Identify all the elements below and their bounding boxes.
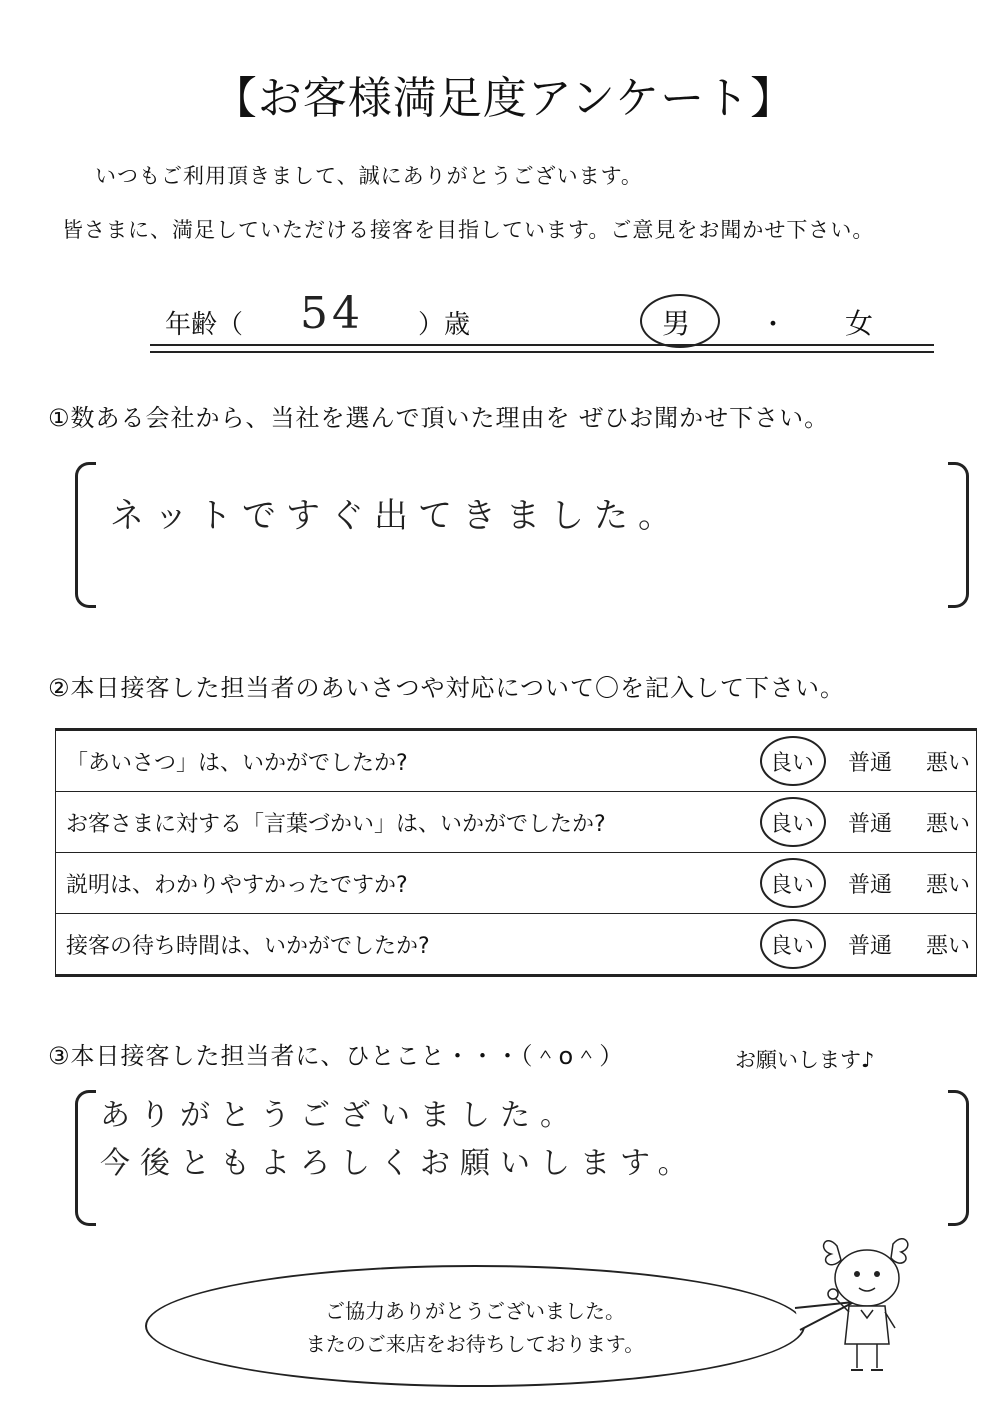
rating-average[interactable]: 普通 — [847, 933, 892, 959]
row-question: 「あいさつ」は、いかがでしたか? — [56, 730, 725, 792]
closing-speech-bubble — [145, 1265, 805, 1387]
q1-answer[interactable]: ネットですぐ出てきました。 — [110, 496, 682, 536]
profile-underline-bottom — [150, 351, 934, 353]
intro-line-2: 皆さまに、満足していただける接客を目指しています。ご意見をお聞かせ下さい。 — [62, 218, 875, 242]
gender-male-option[interactable]: 男 — [662, 307, 691, 340]
intro-line-1: いつもご利用頂きまして、誠にありがとうございます。 — [95, 164, 643, 188]
rating-options — [726, 807, 970, 838]
q3-answer-line-2[interactable]: 今後ともよろしくお願いします。 — [100, 1146, 698, 1181]
q3-question: ③本日接客した担当者に、ひとこと・・・（＾o＾） — [48, 1042, 625, 1070]
q3-left-bracket — [75, 1090, 96, 1226]
rating-bad[interactable]: 悪い — [925, 933, 970, 959]
rating-options — [726, 746, 970, 777]
table-row — [56, 792, 977, 853]
rating-bad[interactable]: 悪い — [925, 872, 970, 898]
rating-good[interactable]: 良い — [770, 746, 814, 777]
survey-title: 【お客様満足度アンケート】 — [212, 73, 796, 124]
q3-note: お願いします♪ — [735, 1048, 875, 1072]
rating-average[interactable]: 普通 — [847, 872, 892, 898]
evaluation-table — [55, 728, 977, 977]
age-suffix: ）歳 — [418, 310, 471, 340]
table-row — [56, 853, 977, 914]
gender-female-option[interactable]: 女 — [845, 307, 874, 340]
q3-right-bracket — [948, 1090, 969, 1226]
q2-question: ②本日接客した担当者のあいさつや対応について〇を記入して下さい。 — [48, 674, 846, 702]
closing-line-2: またのご来店をお待ちしております。 — [305, 1332, 645, 1356]
rating-options — [726, 868, 970, 899]
rating-options — [726, 929, 970, 960]
rating-bad[interactable]: 悪い — [925, 750, 970, 776]
profile-underline-top — [150, 344, 934, 346]
rating-good[interactable]: 良い — [770, 868, 814, 899]
q1-left-bracket — [75, 462, 96, 608]
q1-question: ①数ある会社から、当社を選んで頂いた理由を ぜひお聞かせ下さい。 — [48, 404, 830, 432]
mascot-character-icon — [815, 1228, 925, 1378]
rating-bad[interactable]: 悪い — [925, 811, 970, 837]
row-question: 説明は、わかりやすかったですか? — [56, 853, 725, 914]
rating-good[interactable]: 良い — [770, 929, 814, 960]
rating-average[interactable]: 普通 — [847, 750, 892, 776]
q3-answer-line-1[interactable]: ありがとうございました。 — [100, 1098, 580, 1133]
rating-average[interactable]: 普通 — [847, 811, 892, 837]
table-row — [56, 914, 977, 976]
table-row — [56, 730, 977, 792]
closing-line-1: ご協力ありがとうございました。 — [325, 1299, 625, 1323]
row-question: お客さまに対する「言葉づかい」は、いかがでしたか? — [56, 792, 725, 853]
gender-separator: ・ — [760, 310, 787, 340]
age-label: 年齢（ — [165, 310, 244, 340]
q1-right-bracket — [948, 462, 969, 608]
rating-good[interactable]: 良い — [770, 807, 814, 838]
row-question: 接客の待ち時間は、いかがでしたか? — [56, 914, 725, 976]
age-value[interactable]: 54 — [300, 288, 364, 339]
